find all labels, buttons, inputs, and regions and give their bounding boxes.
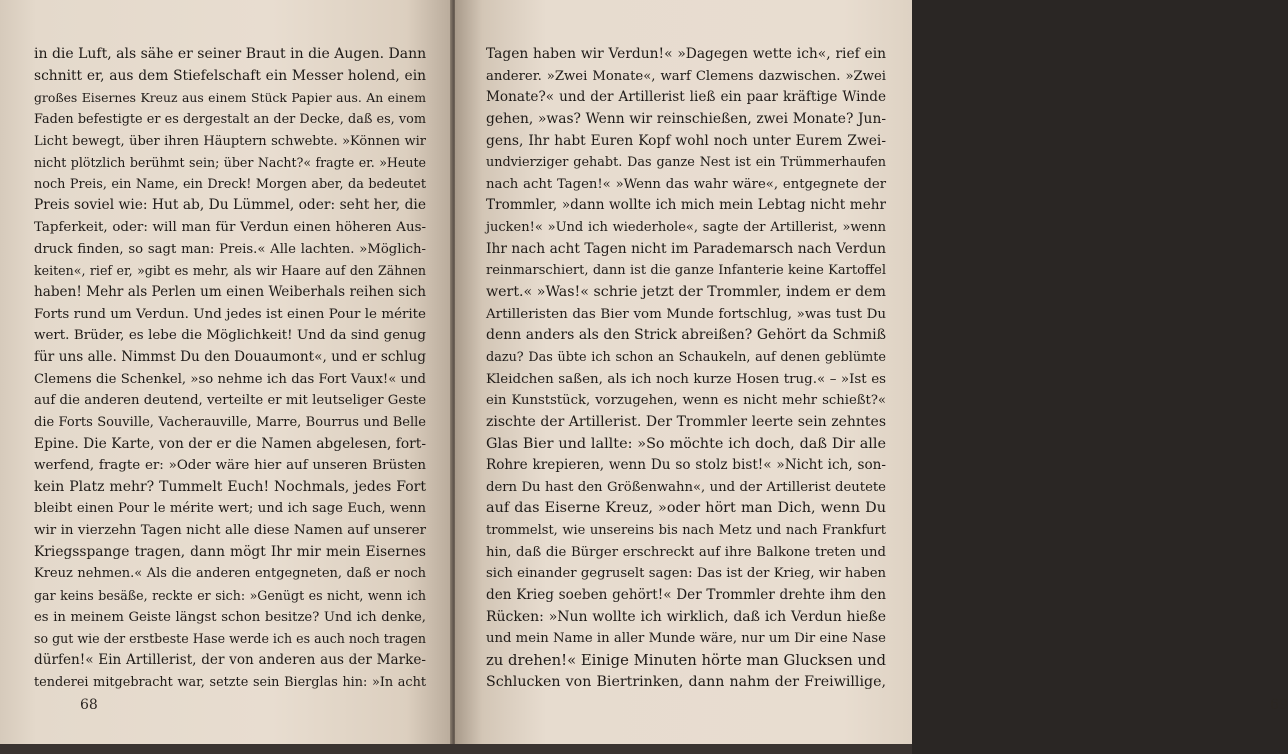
text-line: Monate?« und der Artillerist ließ ein paar kräftige Winde [486,89,886,106]
text-line: hin, daß die Bürger erschreckt auf ihre Balkone treten und [486,544,886,560]
text-line: Tagen haben wir Verdun!« »Dagegen wette ich«, rief ein [486,46,886,62]
text-line: trommelst, wie unsereins bis nach Metz und nach Frankfurt [486,523,886,539]
text-line: für uns alle. Nimmst Du den Douaumont«, und er schlug [34,348,426,365]
text-line: gens, Ihr habt Euren Kopf wohl noch unter Eurem Zwei- [486,132,886,149]
text-line: in die Luft, als sähe er seiner Braut in die Augen. Dann [34,46,427,62]
text-line: großes Eisernes Kreuz aus einem Stück Papier aus. An einem [34,90,426,106]
text-line: sich einander gegruselt sagen: Das ist der Krieg, wir haben [486,566,886,582]
page-number: 69 [1270,697,1288,713]
text-line: wert. Brüder, es lebe die Möglichkeit! Und da sind genug [34,328,426,344]
text-line: zu drehen!« Einige Minuten hörte man Glucksen und [486,651,886,669]
text-line: es in meinem Geiste längst schon besitze? Und ich denke, [34,609,426,625]
text-line: nicht plötzlich berühmt sein; über Nacht?« fragte er. »Heute [34,155,426,171]
text-line: Kriegsspange tragen, dann mögt Ihr mir mein Eisernes [34,543,426,560]
text-line: so gut wie der erstbeste Hase werde ich es auch noch tragen [34,631,426,647]
text-line: Schlucken von Biertrinken, dann nahm der Freiwillige, [486,673,886,690]
text-line: Epine. Die Karte, von der er die Namen abgelesen, fort- [34,435,426,452]
text-line: gehen, »was? Wenn wir reinschießen, zwei Monate? Jun- [486,110,886,127]
text-line: Ihr nach acht Tagen nicht im Parademarsch nach Verdun [486,240,886,257]
left-page [0,0,452,744]
text-line: jucken!« »Und ich wiederhole«, sagte der Artillerist, »wenn [486,220,886,236]
text-line: Rohre krepieren, wenn Du so stolz bist!« »Nicht ich, son- [486,457,886,474]
text-line: nach acht Tagen!« »Wenn das wahr wäre«, entgegnete der [486,176,886,192]
text-line: und mein Name in aller Munde wäre, nur um Dir eine Nase [486,631,886,647]
text-line: undvierziger gehabt. Das ganze Nest ist ein Trümmerhaufen [486,155,886,171]
text-line: dazu? Das übte ich schon an Schaukeln, auf denen geblümte [486,349,886,365]
text-line: Clemens die Schenkel, »so nehme ich das Fort Vaux!« und [34,371,426,387]
right-page [455,0,1288,744]
text-line: wir in vierzehn Tagen nicht alle diese Namen auf unserer [34,523,426,539]
text-line: Rücken: »Nun wollte ich wirklich, daß ich Verdun hieße [486,608,886,625]
text-line: Trommler, »dann wollte ich mich mein Lebtag nicht mehr [486,197,886,214]
text-line: bleibt einen Pour le mérite wert; und ich sage Euch, wenn [34,501,426,517]
text-line: Faden befestigte er es dergestalt an der Decke, daß es, vom [34,111,426,127]
text-line: gar keins besäße, reckte er sich: »Genügt es nicht, wenn ich [34,588,426,604]
text-line: keiten«, rief er, »gibt es mehr, als wir Haare auf den Zähnen [34,263,426,279]
text-line: wert.« »Was!« schrie jetzt der Trommler, indem er dem [486,284,886,301]
text-line: Forts rund um Verdun. Und jedes ist einen Pour le mérite [34,306,426,322]
text-line: Kleidchen saßen, als ich noch kurze Hosen trug.« – »Ist es [486,371,886,387]
text-line: druck finden, so sagt man: Preis.« Alle lachten. »Möglich- [34,241,426,257]
text-line: Tapferkeit, oder: will man für Verdun einen höheren Aus- [34,220,426,236]
text-line: denn anders als den Strick abreißen? Gehört da Schmiß [486,327,886,344]
text-line: Preis soviel wie: Hut ab, Du Lümmel, oder: seht her, die [34,197,426,214]
text-line: tenderei mitgebracht war, setzte sein Bierglas hin: »In acht [34,674,426,690]
text-line: noch Preis, ein Name, ein Dreck! Morgen aber, da bedeutet [34,176,426,192]
text-line: haben! Mehr als Perlen um einen Weiberhals reihen sich [34,284,426,301]
text-line: anderer. »Zwei Monate«, warf Clemens dazwischen. »Zwei [486,68,886,84]
left-page-text [34,44,426,693]
text-line: auf die anderen deutend, verteilte er mit leutseliger Geste [34,393,426,409]
text-line: auf das Eiserne Kreuz, »oder hört man Dich, wenn Du [486,500,886,517]
text-line: den Krieg soeben gehört!« Der Trommler drehte ihm den [486,587,886,604]
text-line: ein Kunststück, vorzugehen, wenn es nicht mehr schießt?« [486,393,886,409]
text-line: Artilleristen das Bier vom Munde fortschlug, »was tust Du [486,306,886,322]
text-line: dern Du hast den Größenwahn«, und der Artillerist deutete [486,479,886,495]
text-line: Licht bewegt, über ihren Häuptern schwebte. »Können wir [34,133,426,149]
right-page-text [486,44,886,693]
background-strip [0,744,912,754]
text-line: Kreuz nehmen.« Als die anderen entgegneten, daß er noch [34,566,426,582]
text-line: die Forts Souville, Vacherauville, Marre, Bourrus und Belle [34,414,426,430]
text-line: werfend, fragte er: »Oder wäre hier auf unseren Brüsten [34,458,426,474]
page-number: 68 [80,697,98,713]
text-line: schnitt er, aus dem Stiefelschaft ein Messer holend, ein [34,67,426,84]
text-line: reinmarschiert, dann ist die ganze Infanterie keine Kartoffel [486,263,886,279]
text-line: zischte der Artillerist. Der Trommler leerte sein zehntes [486,413,886,430]
text-line: Glas Bier und lallte: »So möchte ich doch, daß Dir alle [486,435,886,452]
text-line: dürfen!« Ein Artillerist, der von anderen aus der Marke- [34,651,426,668]
text-line: kein Platz mehr? Tummelt Euch! Nochmals, jedes Fort [34,478,426,495]
